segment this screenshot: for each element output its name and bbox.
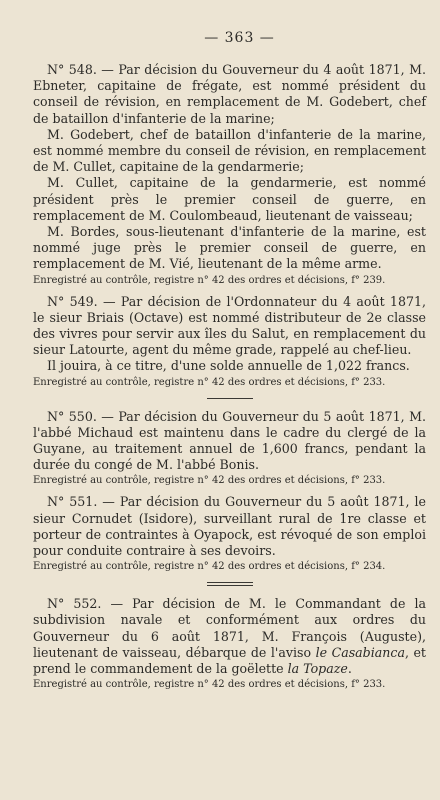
entry-text: N° 552. — Par décision de M. le Commandant de la subdivision navale et conformément aux ordres du Gouverneur du 6 août 1871, M. François (Auguste), lieutenant de vaisseau, débarque de l'aviso [33, 596, 426, 660]
registration-note: Enregistré au contrôle, registre n° 42 des ordres et décisions, f° 233. [33, 475, 386, 487]
separator-double-rule [207, 582, 253, 586]
registration-note: Enregistré au contrôle, registre n° 42 des ordres et décisions, f° 233. [33, 376, 386, 388]
entry-paragraph: N° 548. — Par décision du Gouverneur du 4 août 1871, M. Ebneter, capitaine de frégate, est nommé président du conseil de révision, en remplacement de M. Godebert, chef de bataillon d'infanterie de la marine; [33, 62, 426, 126]
ship-name: la Topaze [287, 661, 348, 677]
entry-paragraph [33, 596, 426, 677]
ship-name: le Casabianca [315, 644, 405, 660]
entry-text: , et prend le commandement de la goëlette [33, 644, 426, 677]
registration-note: Enregistré au contrôle, registre n° 42 des ordres et décisions, f° 233. [33, 679, 386, 691]
entry-paragraph: M. Cullet, capitaine de la gendarmerie, est nommé président près le premier conseil de guerre, en remplacement de M. Coulombeaud, lieutenant de vaisseau; [33, 175, 426, 223]
registration-note: Enregistré au contrôle, registre n° 42 des ordres et décisions, f° 239. [33, 274, 386, 286]
entry-paragraph: N° 549. — Par décision de l'Ordonnateur du 4 août 1871, le sieur Briais (Octave) est nommé distributeur de 2e classe des vivres pour servir aux îles du Salut, en remplacement du sieur Latourte, agent du même grade, rappelé au chef-lieu. [33, 293, 426, 358]
decision-entry-551 [33, 494, 426, 574]
entry-text: . [347, 661, 352, 677]
registration-note: Enregistré au contrôle, registre n° 42 des ordres et décisions, f° 234. [33, 561, 386, 573]
entry-paragraph: M. Bordes, sous-lieutenant d'infanterie de la marine, est nommé juge près le premier conseil de guerre, en remplacement de M. Vié, lieutenant de la même arme. [33, 224, 426, 272]
page-number: — 363 — [204, 30, 275, 46]
entry-paragraph: N° 550. — Par décision du Gouverneur du 5 août 1871, M. l'abbé Michaud est maintenu dans le cadre du clergé de la Guyane, au traitement annuel de 1,600 francs, pendant la durée du congé de M. l'abbé Bonis. [33, 408, 426, 473]
separator-rule [207, 398, 253, 399]
entry-paragraph: M. Godebert, chef de bataillon d'infanterie de la marine, est nommé membre du conseil de révision, en remplacement de M. Cullet, capitaine de la gendarmerie; [33, 126, 426, 175]
entry-paragraph: Il jouira, à ce titre, d'une solde annuelle de 1,022 francs. [47, 358, 410, 374]
entry-paragraph: N° 551. — Par décision du Gouverneur du 5 août 1871, le sieur Cornudet (Isidore), surveillant rural de 1re classe et porteur de contraintes à Oyapock, est révoqué de son emploi pour conduite contraire à ses devoirs. [33, 494, 426, 559]
decision-entry-549 [33, 294, 426, 390]
decision-entry-548 [33, 62, 426, 288]
decision-entry-552 [33, 596, 426, 692]
decision-entry-550 [33, 409, 426, 489]
